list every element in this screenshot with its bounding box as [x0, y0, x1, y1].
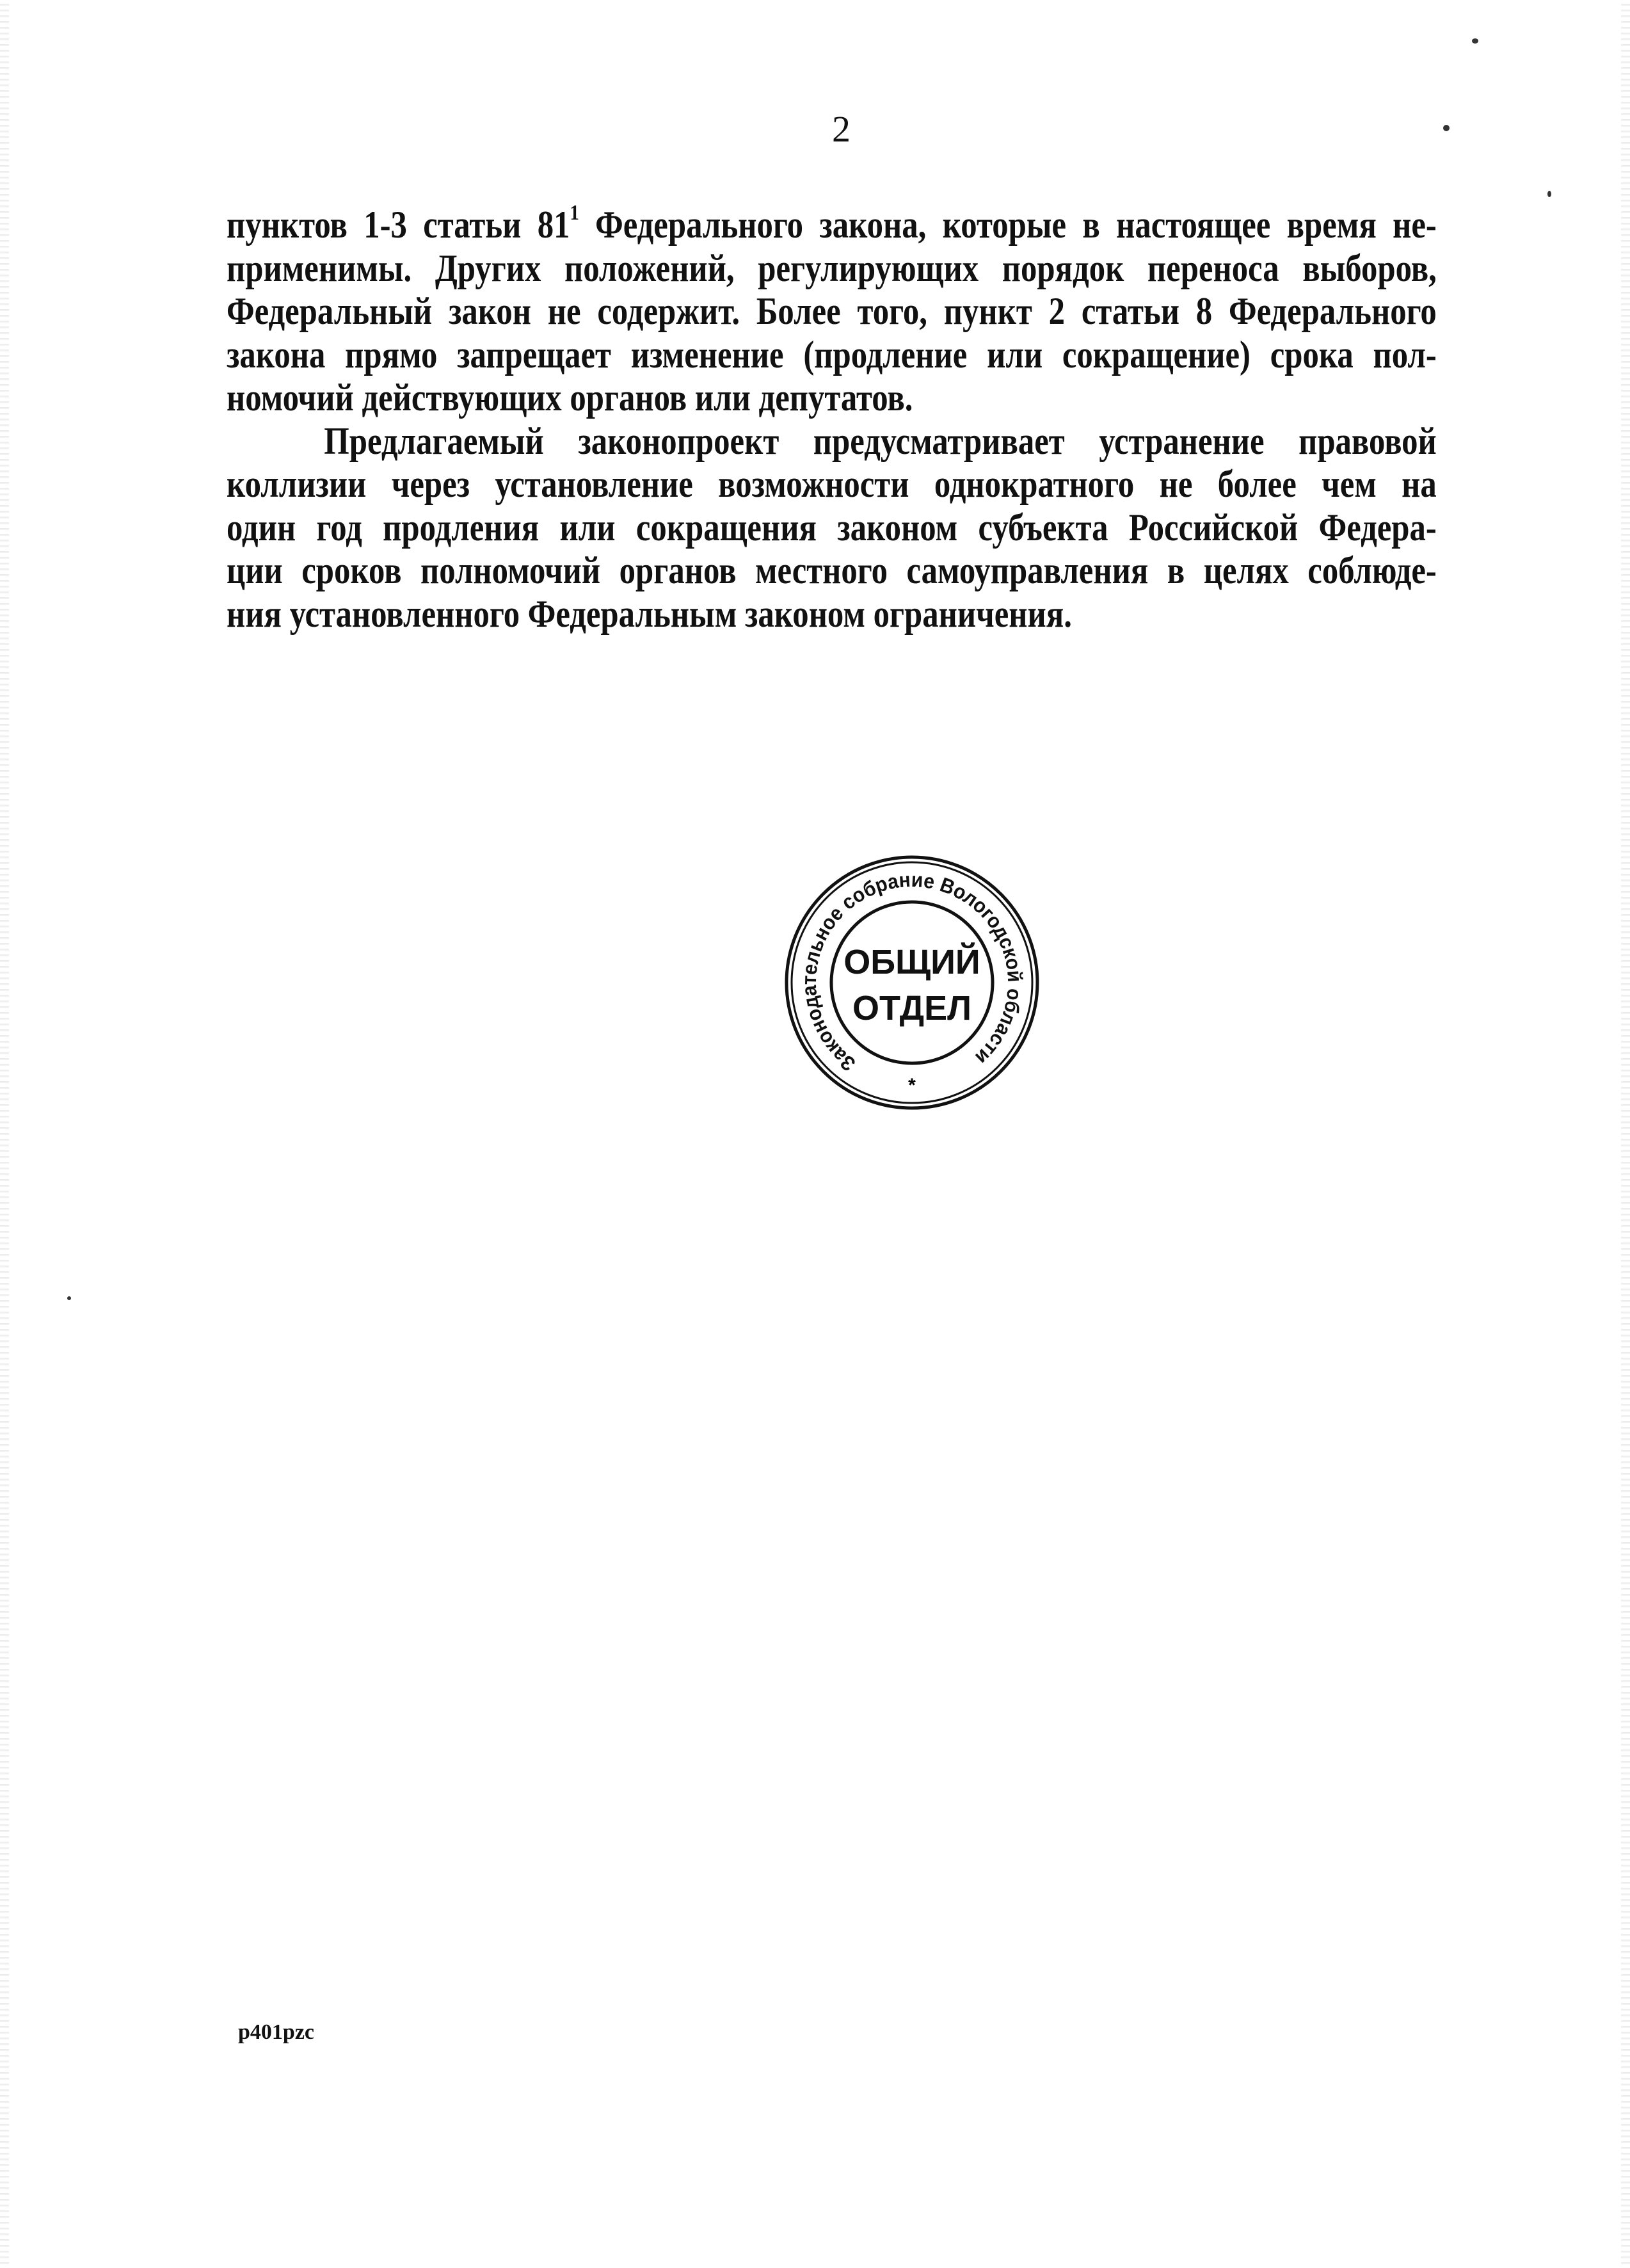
stamp-ring-text: Законодательное собрание Вологодской области — [797, 867, 1027, 1076]
text-line: ния установленного Федеральным законом ограничения. — [227, 592, 1072, 635]
text-line — [227, 201, 1437, 247]
stamp-center-line1: ОБЩИЙ — [843, 943, 980, 981]
stamp-star: * — [908, 1075, 916, 1096]
document-code: p401pzc — [238, 2020, 314, 2044]
text-fragment: Федерального закона, которые в настоящее время не- — [579, 204, 1437, 246]
scan-speck — [1443, 125, 1450, 131]
document-body — [227, 201, 1437, 636]
text-line: Федеральный закон не содержит. Более того, пункт 2 статьи 8 Федерального — [227, 290, 1437, 332]
stamp-inner-ring — [831, 902, 993, 1063]
text-line: Предлагаемый законопроект предусматривает устранение правовой — [324, 419, 1437, 462]
scan-speck — [1472, 38, 1478, 44]
text-line: номочий действующих органов или депутатов. — [227, 376, 913, 419]
text-fragment: пунктов 1-3 статьи 81 — [227, 204, 570, 246]
stamp-center-line2: ОТДЕЛ — [852, 989, 972, 1027]
scan-speck — [1547, 191, 1551, 197]
scan-edge-left — [0, 0, 9, 2268]
text-line: один год продления или сокращения законом субъекта Российской Федера- — [227, 506, 1437, 549]
scan-speck — [67, 1296, 71, 1300]
text-line: применимы. Других положений, регулирующих порядок переноса выборов, — [227, 246, 1437, 289]
page-number: 2 — [832, 108, 851, 150]
stamp-outer-ring — [787, 857, 1037, 1108]
text-line: ции сроков полномочий органов местного самоуправления в целях соблюде- — [227, 549, 1437, 591]
text-line: закона прямо запрещает изменение (продление или сокращение) срока пол- — [227, 333, 1437, 376]
stamp-outer-ring-2 — [792, 862, 1032, 1103]
superscript: 1 — [570, 201, 579, 225]
official-stamp — [778, 848, 1046, 1117]
scan-edge-right — [1621, 0, 1630, 2268]
text-line: коллизии через установление возможности однократного не более чем на — [227, 463, 1437, 505]
